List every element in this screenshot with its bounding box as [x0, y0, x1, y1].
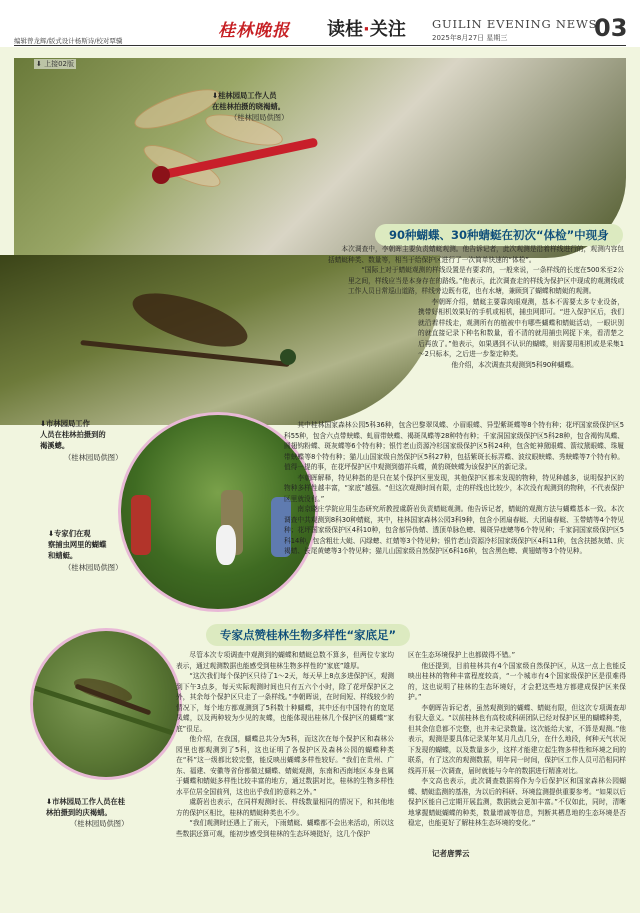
caption-top-arrow: ⬇ [212, 91, 219, 100]
caption-top-text: 桂林园局工作人员 在桂林拍摄的晓褐蜻。 [212, 91, 285, 111]
caption-bottom-text: 市林园局工作人员在桂 林拍摄到的庆褐蜻。 [46, 797, 126, 817]
insect-net [216, 525, 236, 565]
caption-people-src: （桂林园局供图） [64, 563, 123, 572]
caption-people [48, 528, 106, 561]
caption-people-arrow: ⬇ [48, 529, 55, 538]
caption-mid-text: 市林园局工作 人员在桂林拍摄到的 褐溪蟌。 [40, 419, 106, 450]
headline-survey-results: 90种蝴蝶、30种蜻蜓在初次“体检”中现身 [375, 224, 623, 246]
newspaper-logo: 桂林晚报 [218, 21, 290, 41]
caption-bottom-arrow: ⬇ [46, 797, 53, 806]
section-main: 读桂 [327, 19, 363, 40]
person-figure [131, 495, 151, 555]
caption-top [212, 90, 285, 112]
paragraph: 虞蔚岩也表示，在同样观测时长、样线数量相同的情况下，和其他地方的保护区相比，桂林的蜻蜓种类也不少。 [176, 798, 394, 817]
paragraph: 其中桂林国家森林公园5科36种，包含巴黎翠凤蝶、小眉眼蝶、异型紫斑蝶等8个特有种；花坪国家级保护区5科55种，包含六点带蛱蝶、虬眉带蛱蝶、褐斑凤蝶等28种特有种；千家洞国家级保护区5科28种，包含褐钩凤蝶、圆翅钩粉蝶、斑灰蝶等6个特有种；银竹老山资源冷杉国家级保护区5科24种，包含蛇神黛眼蝶、箭纹黛眼蝶、珠履带蛱蝶等8个特有种；猫儿山国家级自然保护区5科27种，包括紫斑长标弄蝶、波纹眼蛱蝶、秀蛱蝶等7个特有种。值得一提的事，在花坪保护区中观测到德祥兵蝶，黄豹斑蛱蝶为该保护区的新记录。 [284, 421, 624, 471]
caption-bottom-source [70, 818, 128, 829]
article-section2-col1 [176, 650, 394, 839]
section-sub: 关注 [369, 19, 406, 40]
masthead-divider [14, 45, 626, 46]
masthead [0, 0, 640, 46]
caption-mid [40, 418, 106, 451]
caption-top-source [230, 112, 288, 123]
paragraph: 他还提到，目前桂林共有4个国家级自然保护区，从这一点上也能反映出桂林的物种丰富程度较高，“一个城市有4个国家级保护区是很难得的，这也说明了桂林的生态环境好，才会把这些地方都建成保护区来保护。” [408, 661, 626, 701]
paragraph: 李文高也表示，此次调查数据将作为今后保护区和国家森林公园蝴蝶、蜻蜓监测的基准，为以后的科研、环境监测提供重要参考。“如果以后保护区能自己定期开展监测，数据就会更加丰富。”不仅如此，同时，清晰地掌握蜻蜓蝴蝶的种类，数量增减等信息，判断其栖息地的生态环境是否稳定，也能更好了解桂林生态环境的变化。” [408, 777, 626, 827]
paragraph: 李朝晖介绍，蜻蜓主要靠肉眼观测，基本不需要太多专业设备，携带好相机效果好的手机或相机，捕虫网即可。“进入保护区后，我们就沿着样线走，观测所有的植被中有哪些蝴蝶和蜻蜓活动，一眼识别的就直接记录下种名和数量，看不清的就用捕虫网捉下来，看清楚之后再放了。”他表示，如果遇到不认识的蝴蝶，则需要用相机或是采集1～2只标本，之后进一步鉴定种类。 [418, 297, 624, 358]
paragraph: 尽管本次专项调查中观测到的蝴蝶和蜻蜓总数不算多，但两位专家均表示，通过观测数据也能感受到桂林生物多样性的“家底”雄厚。 [176, 651, 394, 670]
paragraph: “国际上对于蜻蜓观测的样线设置是有要求的，一般来说，一条样线的长度在500米至2公里之间，样线应当是本身存在的路线。”他表示，此次调查走的样线为保护区中现成的观测线或工作人员日常巡山道路，样线旁边既有花，也有水塘，兼顾到了蝴蝶和蜻蜓的观测。 [348, 266, 624, 295]
article-section2-col2 [408, 650, 626, 829]
issue-date: 2025年8月27日 星期三 [432, 34, 508, 42]
paragraph: 本次调查中，李朝晖主要负责蜻蜓观测。他告诉记者，此次观测是沿着样线进行的，观测内容包括蜻蜓种类、数量等，相当于给保护区进行了一次简单快速的“体检”。 [328, 245, 624, 264]
dragonfly-head [152, 166, 170, 184]
byline: 记者唐霁云 [432, 849, 470, 858]
section-title [327, 15, 406, 41]
caption-bottom-src: （桂林园局供图） [70, 819, 129, 828]
caption-people-source [64, 562, 122, 573]
paragraph: 他介绍，本次调查共观测到5科90种蝴蝶。 [451, 360, 578, 369]
paragraph: “我们观测时还遇上了雨天，下雨蜻蜓、蝴蝶都不会出来活动，所以这些数据还算可观，能初步感受到桂林的生态环境挺好，这几个保护 [176, 819, 394, 838]
paragraph: 他介绍，在我国，蝴蝶总共分为5科，而这次在每个保护区和森林公园里也都观测到了5科，这也证明了各保护区及森林公园的蝴蝶种类在“科”这一级都比较完整，能反映出蝴蝶多样性较好。“我们在贵州、广东、福建、安徽等省份都做过蝴蝶、蜻蜓观测，东南和西南地区本身也属于蝴蝶和蜻蜓多样性比较丰富的地方，通过数据对比，桂林的生物多样性水平位居全国前列，这也出乎我们的意料之外。” [176, 735, 394, 796]
photo-dragonfly-on-stem [30, 628, 182, 780]
paragraph: 区在生态环境保护上也都做得不错。” [408, 651, 516, 659]
caption-top-src: （桂林园局供图） [230, 113, 289, 122]
continued-from-tag: ⬇ 上接02版 [36, 60, 75, 68]
article-section1 [288, 244, 624, 370]
caption-mid-source [64, 452, 122, 463]
paper-english-name: GUILIN EVENING NEWS [432, 17, 598, 31]
paragraph: 李朝晖告诉记者，虽然观测到的蝴蝶、蜻蜓有限，但这次专项调查却有很大意义。“以前桂林也有高校或科研团队已经对保护区里的蝴蝶种类，但其余信息都不完整，也并未记录数量。这次能给大家，不算是观测。”他表示，观测是要具体记录某年某月几点几分，在什么地段，何种天气状况下发现的蝴蝶，以及数量多少，这样才能建立起生物多样性和环境之间的联系，有了这次的观测数据，明年同一时间，保护区工作人员可沿相同样线再开展一次调查，届时就能与今年的数据进行精准对比。 [408, 703, 626, 775]
caption-people-text: 专家们在观 察捕虫网里的蝴蝶 和蜻蜓。 [48, 529, 107, 560]
article-section1-cont [284, 420, 624, 557]
editor-credits: 编辑曾龙辉/版式设计杨斯诗/校对覃骥 [14, 37, 123, 45]
damselfly-body [80, 340, 289, 367]
page-number: 03 [594, 14, 628, 42]
caption-bottom [46, 796, 125, 818]
headline-biodiversity: 专家点赞桂林生物多样性“家底足” [206, 624, 410, 646]
section-dot: · [363, 19, 370, 40]
continued-label: 上接02版 [44, 60, 75, 68]
paragraph: 李朝晖解释，特见种指的是只在某个保护区里发现，其他保护区都未发现的物种，特见种越多，说明保护区的物种多样性越丰富，“家底”越强。“但这次观测时间有限，走的样线也比较少，本次没有观测到的物种，不代表保护区里就没有。” [284, 473, 624, 503]
caption-mid-arrow: ⬇ [40, 419, 47, 428]
paragraph: 南京晓庄学院应用生态研究所教授虞蔚岩负责蜻蜓观测。他告诉记者，蜻蜓的观测方法与蝴蝶基本一致。本次调查中共观测到8科30种蜻蜓，其中，桂林国家森林公园3科9种，包含小团扇春蜓、大团扇春蜓、玉带蜻等4个特见种；花坪国家级保护区4科10种，包含郁异伪蜻、透顶单脉色蟌、褐斑异痣蟌等6个特见种；千家洞国家级保护区5科14种，包含粗壮大蜓、闪绿蟌、红蜻等3个特见种；银竹老山资源冷杉国家级保护区4科11种，包含扶撼灰蜻、庆褐蜻、长尾黄蟌等3个特见种；猫儿山国家级自然保护区6科16种，包含黑色蟌、黄翅蜻等3个特见种。 [284, 505, 624, 555]
paragraph: “这次我们每个保护区只待了1～2天，每天早上8点多进保护区，观测到下午3点多，每天实际观测时间也只有五六个小时，除了花坪保护区之外，其余每个保护区只走了一条样线。”李朝晖说，在时间短、样线较少的情况下，每个地方都观测到了5科数十种蝴蝶，其中还有中国特有的宽尾凤蝶，以及两种较为少见的灰蝶，也能体现出桂林几个保护区的蝴蝶“家底”很足。 [176, 672, 394, 733]
caption-mid-src: （桂林园局供图） [64, 453, 123, 462]
